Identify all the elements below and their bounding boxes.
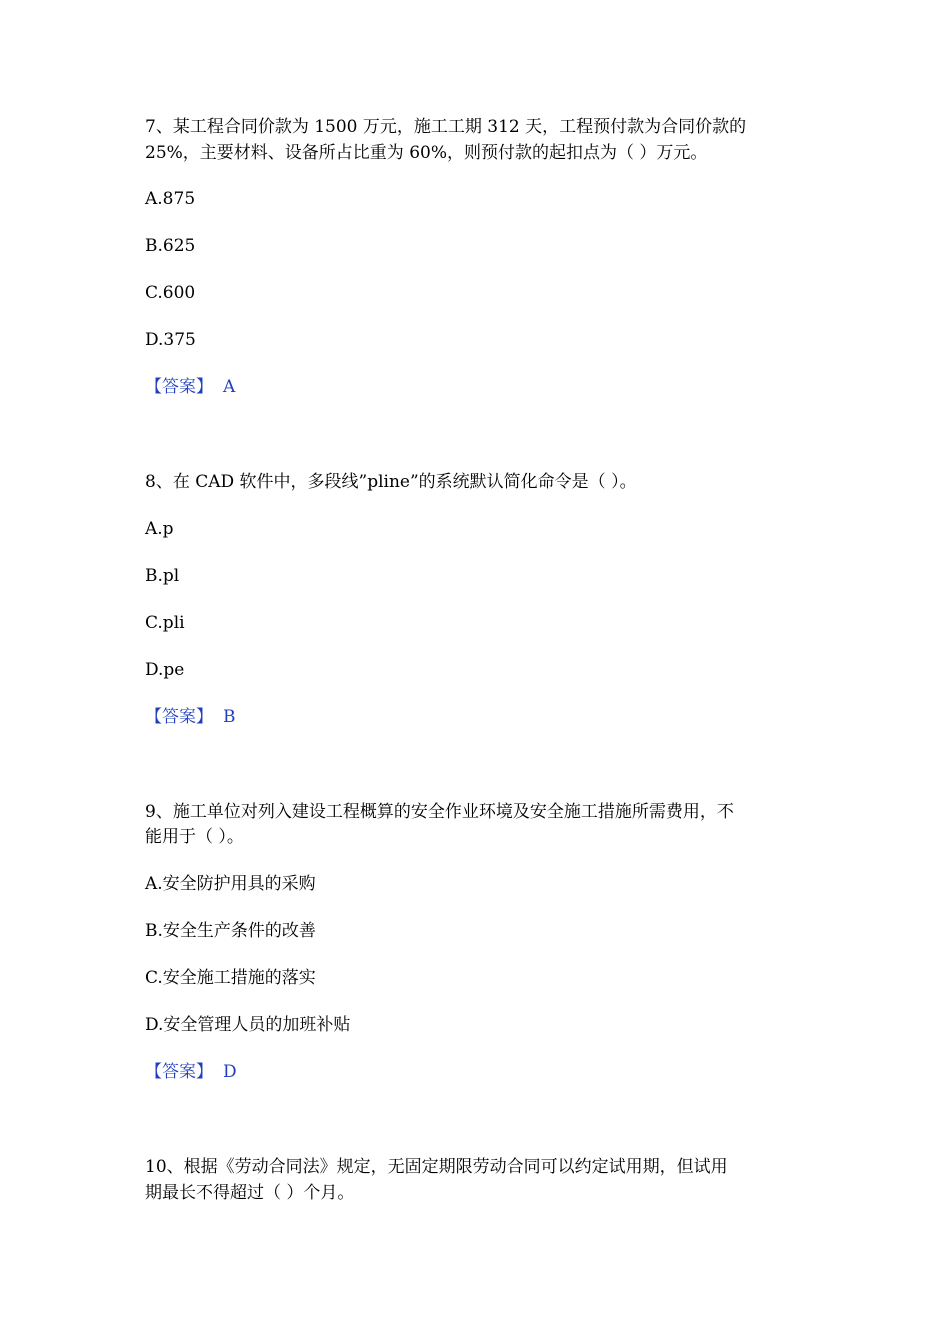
question-9-stem-line-2: 能用于（ ）。	[145, 827, 244, 847]
question-9-answer	[145, 1061, 237, 1083]
question-8-option-b: B.pl	[145, 566, 180, 586]
question-10-stem-line-2: 期最长不得超过（ ）个月。	[145, 1183, 355, 1203]
question-10-stem-line-1: 10、根据《劳动合同法》规定，无固定期限劳动合同可以约定试用期，但试用	[145, 1157, 728, 1177]
answer-label: 【答案】	[145, 1062, 213, 1082]
answer-value: A	[223, 377, 236, 397]
question-8-option-a: A.p	[145, 519, 174, 539]
question-7-answer	[145, 376, 235, 398]
question-8-stem-line-1: 8、在 CAD 软件中，多段线”pline”的系统默认简化命令是（ ）。	[145, 472, 637, 492]
question-8-answer	[145, 706, 236, 728]
answer-label: 【答案】	[145, 707, 213, 727]
question-9-option-d: D.安全管理人员的加班补贴	[145, 1015, 351, 1035]
answer-value: D	[223, 1062, 237, 1082]
question-7-option-a: A.875	[145, 189, 196, 209]
question-8-option-c: C.pli	[145, 613, 185, 633]
question-7-option-b: B.625	[145, 236, 196, 256]
question-9-option-c: C.安全施工措施的落实	[145, 968, 316, 988]
question-8-option-d: D.pe	[145, 660, 185, 680]
question-7-stem-line-1: 7、某工程合同价款为 1500 万元，施工工期 312 天，工程预付款为合同价款的	[145, 117, 747, 137]
answer-value: B	[223, 707, 236, 727]
question-9-option-b: B.安全生产条件的改善	[145, 921, 316, 941]
question-7-option-c: C.600	[145, 283, 196, 303]
question-9-stem-line-1: 9、施工单位对列入建设工程概算的安全作业环境及安全施工措施所需费用，不	[145, 802, 734, 822]
question-7-option-d: D.375	[145, 330, 196, 350]
answer-label: 【答案】	[145, 377, 213, 397]
question-7-stem-line-2: 25%，主要材料、设备所占比重为 60%，则预付款的起扣点为（ ）万元。	[145, 143, 708, 163]
question-9-option-a: A.安全防护用具的采购	[145, 874, 316, 894]
